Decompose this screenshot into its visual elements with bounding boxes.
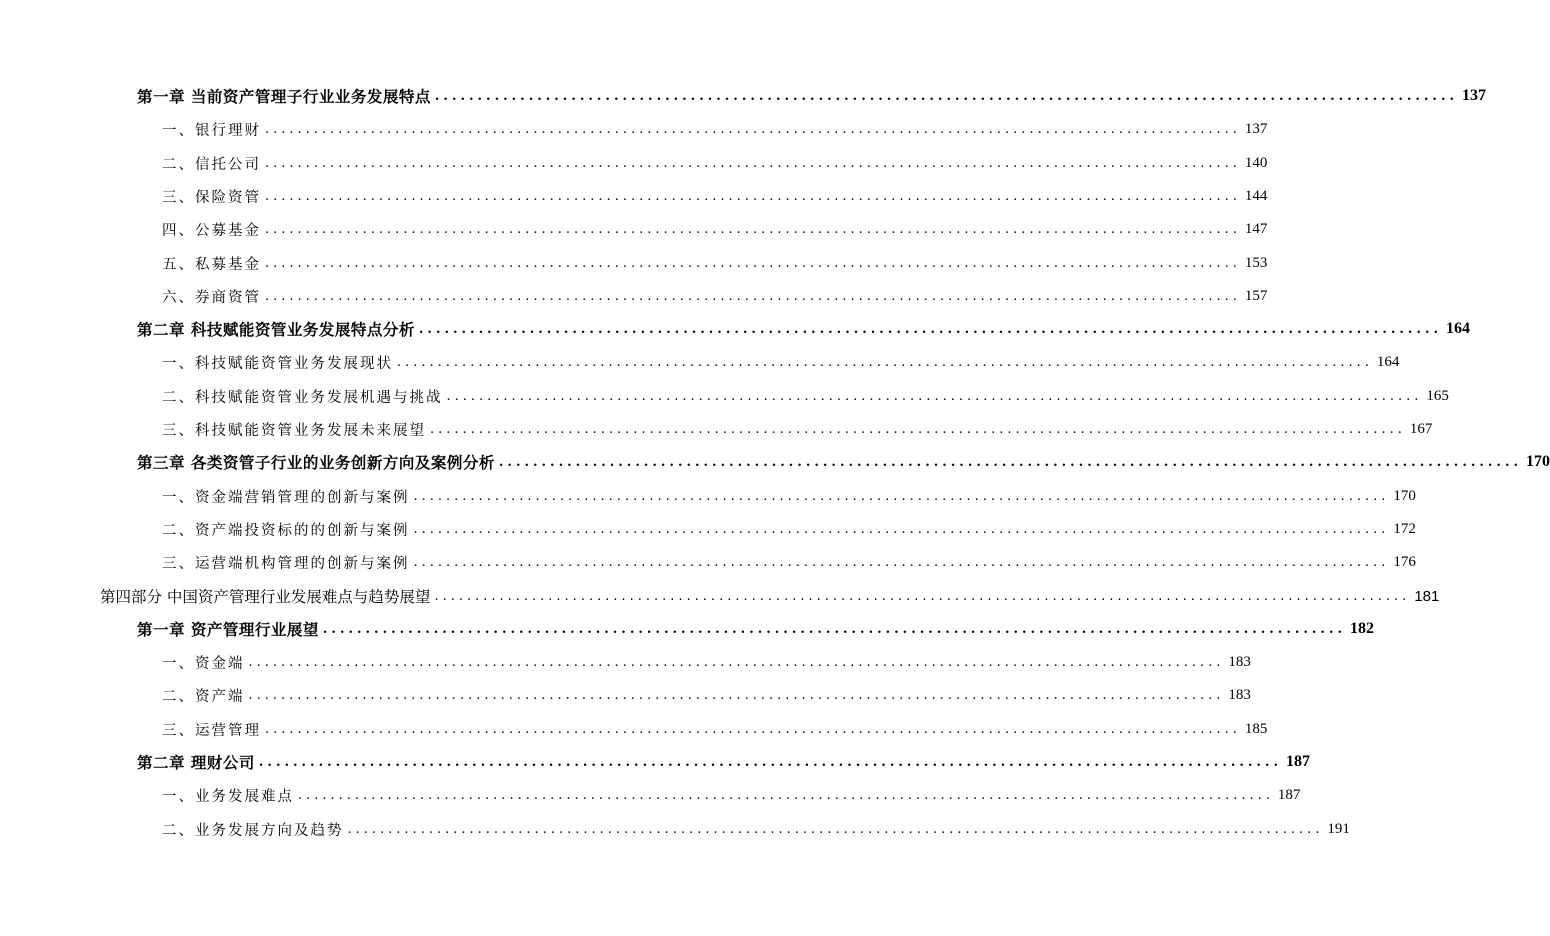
- toc-entry-title: 六、券商资管: [162, 289, 261, 306]
- toc-entry-section[interactable]: [162, 117, 1268, 141]
- toc-entry-title: 第三章 各类资管子行业的业务创新方向及案例分析: [137, 453, 495, 472]
- toc-entry-title: 二、信托公司: [162, 156, 261, 173]
- toc-entry-title: 二、资产端投资标的的创新与案例: [162, 522, 410, 539]
- toc-dot-leader: ........................................................................................................................: [265, 122, 1241, 137]
- toc-entry-title: 二、业务发展方向及趋势: [162, 822, 344, 839]
- toc-entry-title: 一、资金端营销管理的创新与案例: [162, 489, 410, 506]
- toc-entry-title: 三、科技赋能资管业务发展未来展望: [162, 422, 426, 439]
- toc-dot-leader: ........................................................................................................................: [265, 156, 1241, 171]
- toc-dot-leader: ........................................................................................................................: [413, 522, 1390, 537]
- toc-page-number: 137: [1244, 120, 1268, 137]
- toc-entry-section[interactable]: [162, 284, 1268, 308]
- toc-page-number: 170: [1393, 487, 1416, 504]
- toc-entry-chapter[interactable]: [137, 317, 1471, 341]
- toc-page-number: 153: [1244, 254, 1268, 271]
- toc-entry-chapter[interactable]: [137, 84, 1487, 108]
- toc-page-number: 183: [1228, 653, 1251, 670]
- toc-entry-section[interactable]: [162, 817, 1350, 841]
- toc-dot-leader: ........................................................................................................................: [418, 322, 1443, 337]
- toc-dot-leader: ........................................................................................................................: [347, 822, 1324, 837]
- toc-entry-section[interactable]: [162, 417, 1433, 441]
- toc-page-number: 147: [1244, 220, 1268, 237]
- toc-entry-title: 第一章 资产管理行业展望: [137, 620, 319, 639]
- toc-entry-section[interactable]: [162, 251, 1268, 275]
- toc-dot-leader: ........................................................................................................................: [413, 489, 1390, 504]
- toc-page-number: 172: [1393, 520, 1416, 537]
- toc-page-number: 185: [1244, 720, 1268, 737]
- toc-entry-part[interactable]: [100, 584, 1440, 608]
- toc-entry-title: 一、资金端: [162, 655, 245, 672]
- toc-entry-title: 二、科技赋能资管业务发展机遇与挑战: [162, 389, 443, 406]
- toc-dot-leader: ........................................................................................................................: [248, 655, 1225, 670]
- toc-entry-section[interactable]: [162, 683, 1251, 707]
- toc-entry-section[interactable]: [162, 184, 1268, 208]
- toc-page-number: 187: [1286, 753, 1311, 770]
- toc-page-number: 181: [1414, 587, 1440, 605]
- toc-entry-chapter[interactable]: [137, 617, 1375, 641]
- toc-entry-title: 三、保险资管: [162, 189, 261, 206]
- toc-dot-leader: ........................................................................................................................: [413, 555, 1390, 570]
- toc-page-number: 164: [1376, 353, 1400, 370]
- toc-entry-section[interactable]: [162, 650, 1251, 674]
- toc-entry-section[interactable]: [162, 517, 1416, 541]
- toc-dot-leader: ........................................................................................................................: [397, 355, 1373, 370]
- toc-dot-leader: ........................................................................................................................: [298, 788, 1274, 803]
- toc-dot-leader: ........................................................................................................................: [446, 389, 1423, 404]
- toc-entry-title: 三、运营端机构管理的创新与案例: [162, 555, 410, 572]
- toc-page-number: 170: [1526, 453, 1550, 470]
- toc-dot-leader: ........................................................................................................................: [265, 222, 1241, 237]
- toc-dot-leader: ........................................................................................................................: [498, 455, 1523, 470]
- toc-page-number: 137: [1462, 87, 1487, 104]
- toc-dot-leader: ........................................................................................................................: [258, 755, 1283, 770]
- toc-entry-section[interactable]: [162, 550, 1416, 574]
- toc-page-number: 157: [1244, 287, 1268, 304]
- toc-dot-leader: ........................................................................................................................: [322, 622, 1347, 637]
- toc-dot-leader: ........................................................................................................................: [434, 89, 1459, 104]
- toc-page-number: 167: [1409, 420, 1433, 437]
- toc-entry-title: 第一章 当前资产管理子行业业务发展特点: [137, 87, 431, 106]
- toc-entry-section[interactable]: [162, 350, 1400, 374]
- toc-entry-chapter[interactable]: [137, 750, 1311, 774]
- toc-page-number: 191: [1327, 820, 1350, 837]
- toc-page-number: 164: [1446, 320, 1471, 337]
- toc-dot-leader: ........................................................................................................................: [265, 289, 1241, 304]
- toc-entry-section[interactable]: [162, 217, 1268, 241]
- toc-entry-section[interactable]: [162, 783, 1301, 807]
- toc-page-number: 183: [1228, 686, 1251, 703]
- toc-entry-section[interactable]: [162, 151, 1268, 175]
- toc-entry-title: 三、运营管理: [162, 722, 261, 739]
- toc-page-number: 144: [1244, 187, 1268, 204]
- toc-entry-title: 一、银行理财: [162, 122, 261, 139]
- toc-dot-leader: ........................................................................................................................: [265, 256, 1241, 271]
- toc-entry-title: 第四部分 中国资产管理行业发展难点与趋势展望: [100, 588, 431, 606]
- toc-entry-section[interactable]: [162, 384, 1449, 408]
- toc-dot-leader: ........................................................................................................................: [265, 189, 1241, 204]
- toc-entry-title: 第二章 科技赋能资管业务发展特点分析: [137, 320, 415, 339]
- toc-entry-section[interactable]: [162, 484, 1416, 508]
- toc-page-number: 182: [1350, 620, 1375, 637]
- toc-page-number: 165: [1426, 387, 1449, 404]
- toc-entry-chapter[interactable]: [137, 450, 1550, 474]
- toc-dot-leader: ........................................................................................................................: [265, 722, 1241, 737]
- toc-entry-title: 五、私募基金: [162, 256, 261, 273]
- toc-entry-title: 二、资产端: [162, 688, 245, 705]
- toc-entry-title: 一、科技赋能资管业务发展现状: [162, 355, 393, 372]
- toc-page-number: 176: [1393, 553, 1416, 570]
- toc-entry-section[interactable]: [162, 717, 1268, 741]
- toc-entry-title: 第二章 理财公司: [137, 753, 255, 772]
- toc-page-number: 187: [1277, 786, 1301, 803]
- toc-dot-leader: ........................................................................................................................: [434, 589, 1411, 604]
- toc-dot-leader: ........................................................................................................................: [248, 688, 1225, 703]
- toc-page-number: 140: [1244, 154, 1268, 171]
- toc-entry-title: 一、业务发展难点: [162, 788, 294, 805]
- toc-dot-leader: ........................................................................................................................: [430, 422, 1406, 437]
- toc-entry-title: 四、公募基金: [162, 222, 261, 239]
